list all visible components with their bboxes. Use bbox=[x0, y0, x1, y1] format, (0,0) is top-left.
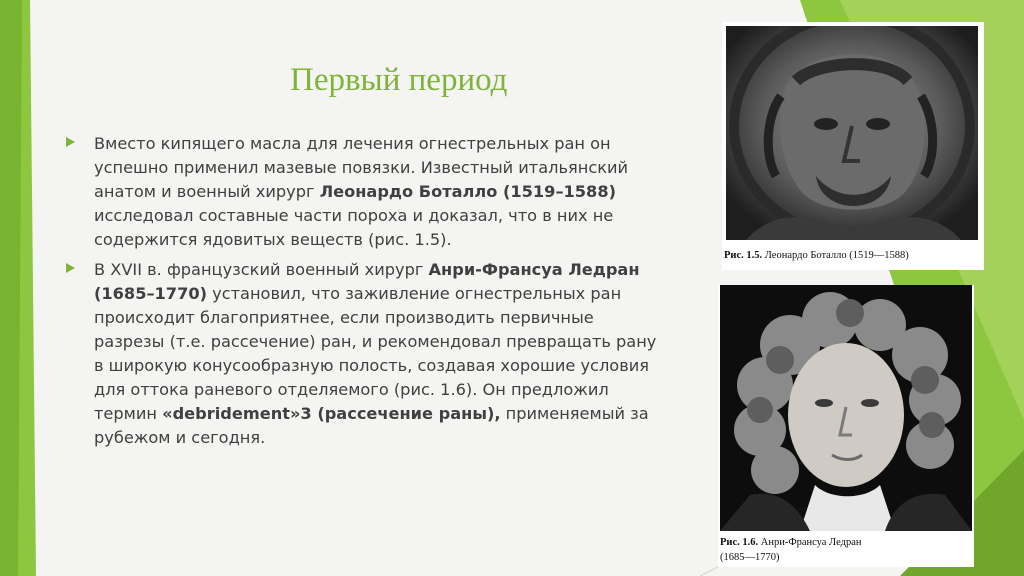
caption-label: Рис. 1.5. bbox=[724, 250, 763, 261]
bullet-list bbox=[66, 132, 666, 456]
slide-title: Первый период bbox=[290, 62, 508, 98]
bullet-text-2-part-2: Анри-Франсуа Ледран (1685–1770) bbox=[94, 260, 640, 303]
figure-ledran bbox=[718, 285, 974, 567]
caption-text: Анри-Франсуа Ледран bbox=[758, 537, 862, 548]
bullet-text-1-part-3: исследовал составные части пороха и доказал, что в них не содержится ядовитых веществ (рис. 1.5). bbox=[94, 206, 614, 249]
caption-label: Рис. 1.6. bbox=[720, 537, 759, 548]
figure-1-6-caption bbox=[720, 535, 862, 565]
bullet-text-2-part-5: применяемый за рубежом и сегодня. bbox=[94, 404, 649, 447]
bullet-text-2-part-1: В XVII в. французский военный хирург bbox=[94, 260, 429, 279]
botallo-relief-portrait bbox=[726, 26, 978, 240]
figure-1-5-caption bbox=[724, 248, 909, 263]
bullet-item-ledran bbox=[66, 258, 666, 450]
bullet-text-1-part-2: Леонардо Боталло (1519–1588) bbox=[319, 182, 616, 201]
caption-years: (1685—1770) bbox=[720, 552, 780, 563]
bullet-text-1-part-1: Вместо кипящего масла для лечения огнестрельных ран он успешно применил мазевые повязки. Известный итальянский анатом и военный хирург bbox=[94, 134, 629, 201]
ledran-portrait bbox=[720, 285, 972, 531]
caption-text: Леонардо Боталло (1519—1588) bbox=[762, 250, 909, 261]
bullet-arrow-icon bbox=[66, 263, 75, 273]
left-green-wedge bbox=[0, 0, 40, 576]
bullet-item-botallo bbox=[66, 132, 666, 252]
bullet-text-2-part-4: «debridement»3 (рассечение раны), bbox=[162, 404, 501, 423]
bullet-text-2-part-3: установил, что заживление огнестрельных ран происходит благоприятнее, если производить первичные разрезы (т.е. рассечение) ран, и рекомендовал превращать рану в широкую конусообразную полость, создавая хорошие условия для оттока раневого отделяемого (рис. 1.6). Он предложил термин bbox=[94, 284, 657, 423]
bullet-arrow-icon bbox=[66, 137, 75, 147]
figure-botallo bbox=[722, 22, 984, 270]
